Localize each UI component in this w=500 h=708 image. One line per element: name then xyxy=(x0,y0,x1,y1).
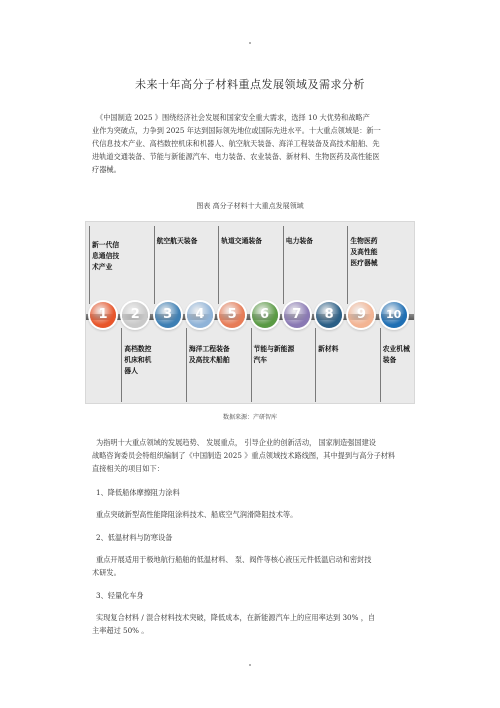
area-number-badge: 6 xyxy=(252,302,278,328)
section-heading: 2、低温材料与防寒设备 xyxy=(96,533,173,542)
body-line: 为指明十大重点领域的发展趋势、 发展重点， 引导企业的创新活动， 国家制造强国建设 xyxy=(96,438,376,447)
area-label: 节能与新能源 汽车 xyxy=(253,345,295,364)
section-text: 主率超过 50% 。 xyxy=(92,626,149,635)
intro-line: 业作为突破点，力争到 2025 年达到国际领先地位或国际先进水平。十大重点领域是：新一 xyxy=(92,126,381,135)
area-label: 新材料 xyxy=(318,345,339,353)
connector-line xyxy=(218,226,219,304)
document-title: 未来十年高分子材料重点发展领域及需求分析 xyxy=(135,78,365,91)
figure-panel xyxy=(85,221,415,404)
section-heading: 3、轻量化车身 xyxy=(96,591,144,600)
connector-line xyxy=(347,226,348,304)
area-number-badge: 3 xyxy=(155,302,181,328)
connector-line xyxy=(154,226,155,304)
area-number-badge: 1 xyxy=(90,302,116,328)
connector-line xyxy=(251,328,252,402)
area-label: 生物医药 及高性能 医疗器械 xyxy=(350,237,378,267)
page-dot-top xyxy=(249,42,251,44)
area-number-badge: 4 xyxy=(187,302,213,328)
area-number-badge: 7 xyxy=(284,302,310,328)
area-label: 新一代信 息通信技 术产业 xyxy=(92,241,120,271)
section-text: 重点开展适用于极地航行船舶的低温材料、 泵、阀件等核心液压元件低温启动和密封技 xyxy=(96,555,372,564)
area-number-badge: 5 xyxy=(219,302,245,328)
intro-line: 疗器械。 xyxy=(92,165,121,174)
figure-source: 数据来源：产研智库 xyxy=(222,414,277,421)
area-number-badge: 10 xyxy=(381,302,407,328)
area-number-badge: 2 xyxy=(122,302,148,328)
page-dot-bottom xyxy=(249,664,251,666)
section-text: 重点突破新型高性能降阻涂料技术、船底空气润滑降阻技术等。 xyxy=(96,510,298,519)
area-label: 航空航天装备 xyxy=(156,237,198,245)
section-heading: 1、降低船体摩擦阻力涂料 xyxy=(96,488,180,497)
area-label: 农业机械装备 xyxy=(382,345,410,364)
connector-line xyxy=(186,328,187,402)
intro-line: 进轨道交通装备、节能与新能源汽车、电力装备、农业装备、新材料、生物医药及高性能医 xyxy=(92,152,380,161)
area-label: 高档数控 机床和机 器人 xyxy=(124,345,152,375)
area-number-badge: 9 xyxy=(348,302,374,328)
connector-line xyxy=(121,328,122,402)
area-label: 轨道交通装备 xyxy=(221,237,262,245)
body-line: 战略咨询委员会特组织编制了《中国制造 2025 》重点领域技术路线图，其中提到与高分子材料 xyxy=(92,451,396,460)
connector-line xyxy=(89,226,90,304)
section-text: 术研发。 xyxy=(92,568,121,577)
section-text: 实现复合材料 / 混合材料技术突破，降低成本，在新能源汽车上的应用率达到 30% ，自 xyxy=(96,613,376,622)
connector-line xyxy=(315,328,316,402)
figure-caption: 图表 高分子材料十大重点发展领域 xyxy=(196,202,304,210)
intro-line: 代信息技术产业、高档数控机床和机器人、航空航天装备、海洋工程装备及高技术船舶、先 xyxy=(92,139,380,148)
intro-line: 《中国制造 2025 》围绕经济社会发展和国家安全重大需求，选择 10 大优势和战略产 xyxy=(96,113,370,122)
area-label: 海洋工程装备 及高技术船舶 xyxy=(188,345,230,364)
connector-line xyxy=(380,328,381,402)
body-line: 直接相关的项目如下： xyxy=(92,464,164,473)
area-number-badge: 8 xyxy=(316,302,342,328)
connector-line xyxy=(283,226,284,304)
area-label: 电力装备 xyxy=(285,237,313,245)
